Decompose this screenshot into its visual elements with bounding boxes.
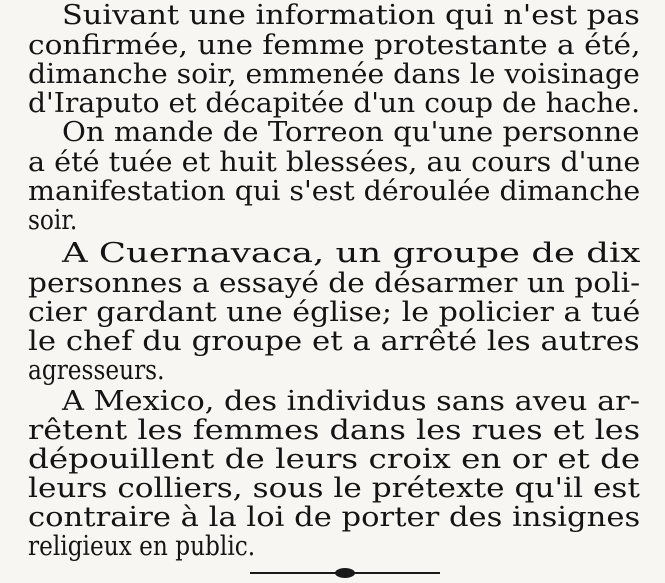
- article-line: personnes a essayé de désarmer un poli-: [28, 268, 641, 299]
- article-line: soir.: [28, 205, 78, 236]
- article-line: contraire à la loi de porter des insignes: [28, 502, 641, 533]
- article-line: A Mexico, des individus sans aveu ar-: [62, 386, 640, 417]
- article-line: manifestation qui s'est déroulée dimanche: [28, 176, 641, 207]
- article-line: d'Iraputo et décapitée d'un coup de hache.: [28, 88, 641, 119]
- article-line: le chef du groupe et a arrêté les autres: [28, 326, 640, 357]
- article-line: leurs colliers, sous le prétexte qu'il est: [28, 473, 640, 504]
- article-line: dépouillent de leurs croix en or et de: [28, 444, 641, 475]
- article-line: agresseurs.: [28, 355, 165, 386]
- article-line: confirmée, une femme protestante a été,: [28, 30, 641, 61]
- article-line: rêtent les femmes dans les rues et les: [28, 415, 641, 446]
- article-line: On mande de Torreon qu'une personne: [62, 117, 640, 148]
- article-line: dimanche soir, emmenée dans le voisinage: [28, 59, 640, 90]
- divider-ornament: [335, 568, 355, 578]
- article-line: A Cuernavaca, un groupe de dix: [62, 238, 641, 269]
- article-line: cier gardant une église; le policier a tué: [28, 297, 641, 328]
- article-line: religieux en public.: [28, 531, 256, 562]
- article-line: Suivant une information qui n'est pas: [62, 0, 640, 31]
- article-line: a été tuée et huit blessées, au cours d'une: [28, 147, 641, 178]
